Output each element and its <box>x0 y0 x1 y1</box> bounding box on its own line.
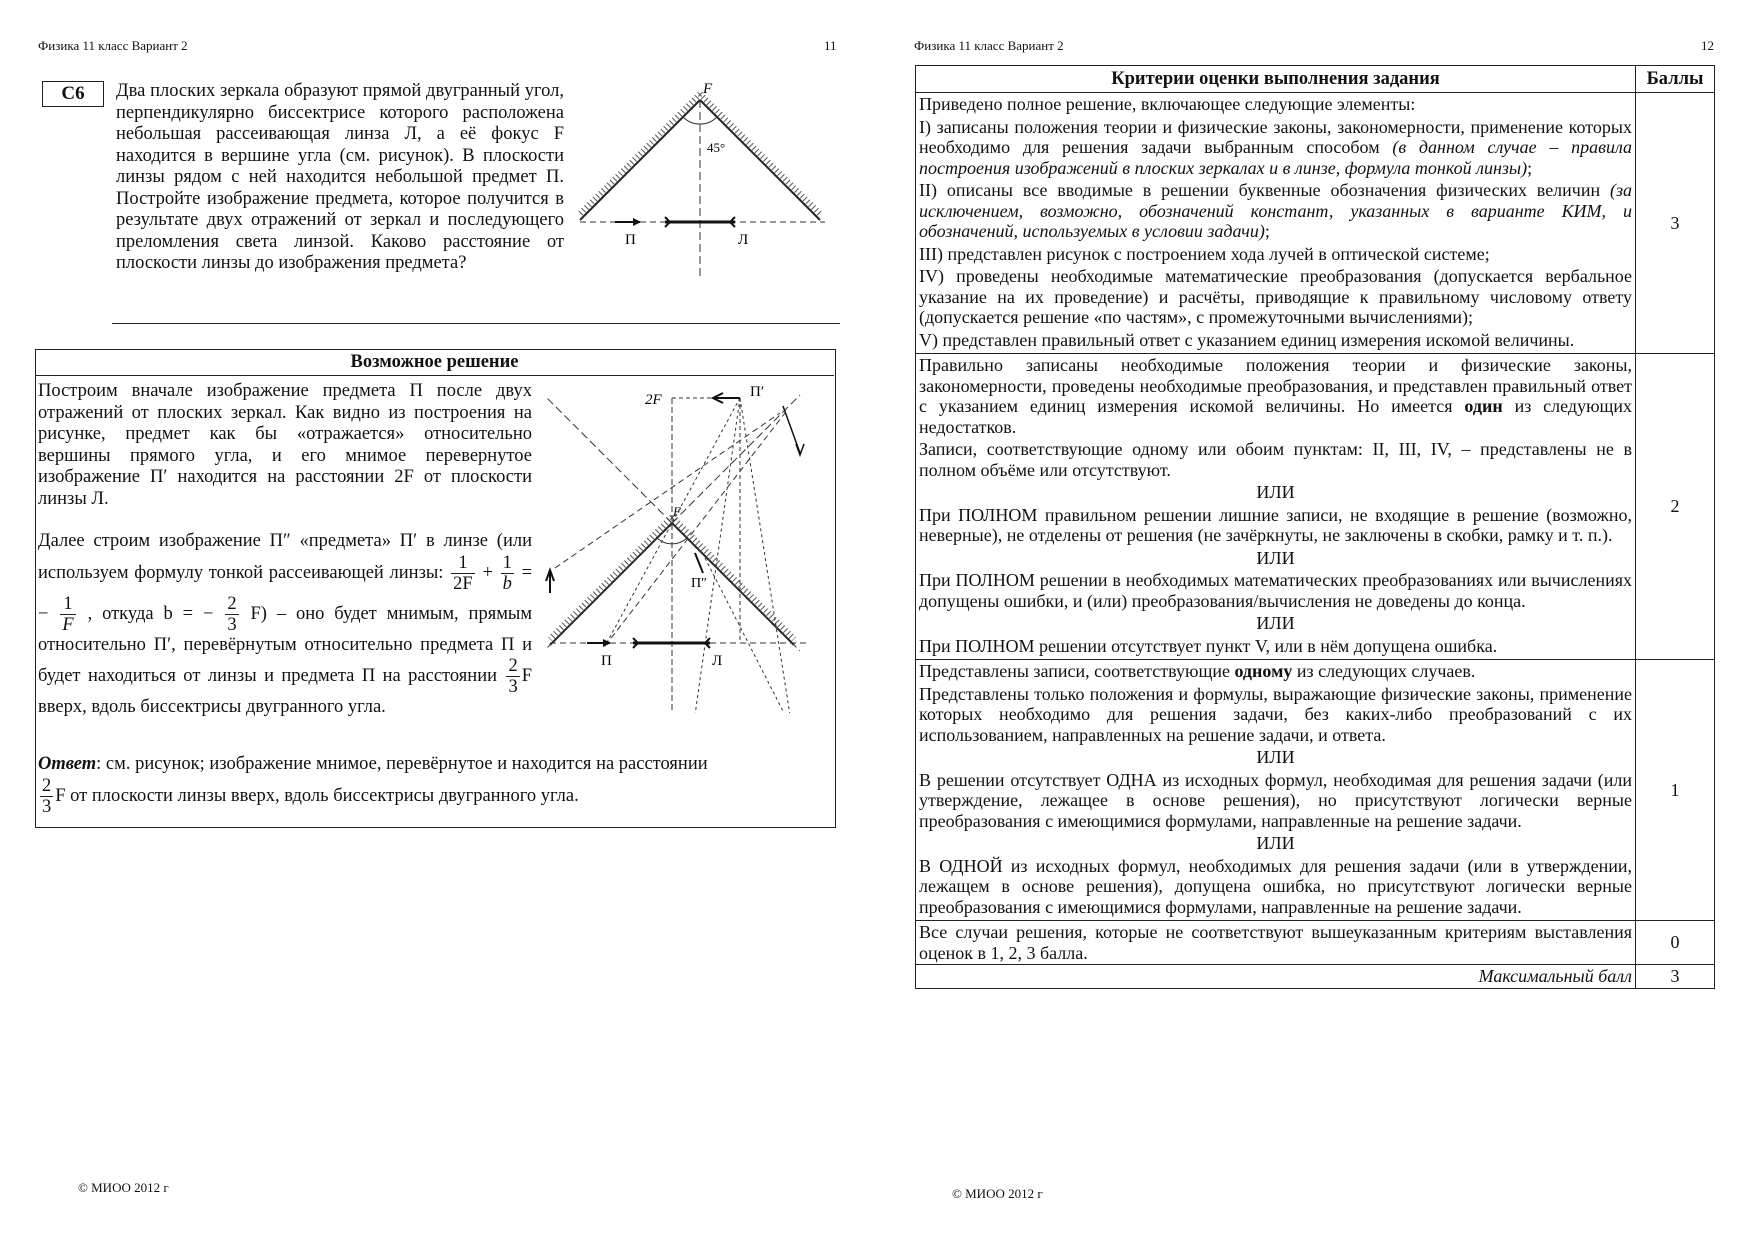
frac-1-over-b: $\frac{1}{b}$ <box>502 552 512 594</box>
mirror-right <box>700 94 820 220</box>
page-number-right: 12 <box>1701 38 1714 53</box>
table-row <box>916 965 1715 989</box>
solution-paragraph-2: Далее строим изображение П″ «предмета» П′ в линзе (или используем формулу тонкой рассеивающей линзы: $\frac{1}{2F}$ + $\frac{1}{b}$ = − $\frac{1}{F}$ , откуда b = − $\frac{2}{3}$ F) – оно будет мнимым, прямым относительно П′, перевёрнутым относительно предмета П и будет находиться от линзы и предмета П на расстоянии $\frac{2}{3}$ F вверх, вдоль биссектрисы двугранного угла. <box>38 531 533 717</box>
task-text: Два плоских зеркала образуют прямой двугранный угол, перпендикулярно биссектрисе которого расположена небольшая рассеивающая линза Л, а её фокус F находится в вершине угла (см. рисунок). В плоскости линзы рядом с ней находится небольшой предмет П. Постройте изображение предмета, которое получится в результате двух отражений от зеркал и последующего преломления света линзой. Каково расстояние от плоскости линзы до изображения предмета? <box>116 81 564 273</box>
answer-label: Ответ <box>38 754 97 774</box>
criteria-table <box>915 65 1715 989</box>
frac-1-over-f: $\frac{1}{F}$ <box>62 593 74 635</box>
criteria-header: Критерии оценки выполнения задания <box>916 66 1636 93</box>
table-row <box>916 93 1715 354</box>
task-label: C6 <box>42 81 104 107</box>
label-2f: 2F <box>645 392 662 408</box>
page-header-left: Физика 11 класс Вариант 2 <box>38 38 188 53</box>
section-divider <box>112 323 840 324</box>
answer-block <box>38 754 832 817</box>
solution-paragraph-1: Построим вначале изображение предмета П после двух отражений от плоских зеркал. Как видно из построения на рисунке, предмет как бы «отражается» относительно вершины прямого угла, и его мнимое перевернутое изображение П′ находится на расстоянии 2F от плоскости линзы Л. <box>38 381 532 509</box>
table-row <box>916 921 1715 965</box>
criteria-cell-0: Все случаи решения, которые не соответствуют вышеуказанным критериям выставления оценок в 1, 2, 3 балла. <box>916 921 1636 965</box>
label-p-prime: П′ <box>750 384 765 400</box>
criteria-cell-1: Представлены записи, соответствующие одному из следующих случаев. Представлены только положения и формулы, выражающие физические законы, применение которых необходимо для решения задачи, без каких-либо преобразований с их использованием, направленных на решение задачи, и ответа. ИЛИ В решении отсутствует ОДНА из исходных формул, необходимая для решения задачи (или утверждение, лежащее в основе решения), но присутствуют логически верные преобразования с имеющимися формулами, направленные на решение задачи. ИЛИ В ОДНОЙ из исходных формул, необходимых для решения задачи (или в утверждении, лежащем в основе решения), допущена ошибка, но присутствуют логически верные преобразования с имеющимися формулами, направленные на решение задачи. <box>916 660 1636 921</box>
page-header-right: Физика 11 класс Вариант 2 <box>914 38 1064 53</box>
focus-label: F <box>703 81 713 97</box>
lens-label: Л <box>738 232 749 248</box>
max-score-value: 3 <box>1636 965 1715 989</box>
answer-text-2: F от плоскости линзы вверх, вдоль биссектрисы двугранного угла. <box>55 785 579 806</box>
score-cell-2: 2 <box>1636 354 1715 660</box>
label-focus: F <box>673 504 681 519</box>
score-cell-1: 1 <box>1636 660 1715 921</box>
ray-diagram <box>545 378 830 713</box>
footer-right: © МИОО 2012 г <box>952 1186 1043 1201</box>
answer-frac: $\frac{2}{3}$ <box>42 775 52 817</box>
object-label: П <box>625 232 636 248</box>
criteria-cell-3: Приведено полное решение, включающее следующие элементы: I) записаны положения теории и физические законы, закономерности, применение которых необходимо для решения задачи выбранным способом (в данном случае – правила построения изображений в плоских зеркалах и в линзе, формула тонкой линзы); II) описаны все вводимые в решении буквенные обозначения физических величин (за исключением, возможно, обозначений констант, указанных в варианте КИМ, и обозначений, используемых в условии задачи); III) представлен рисунок с построением хода лучей в оптической системе; IV) проведены необходимые математические преобразования (допускается вербальное указание на их проведение) и расчёты, приводящие к правильному числовому ответу (допускается решение «по частям», с промежуточными вычислениями); V) представлен правильный ответ с указанием единиц измерения искомой величины. <box>916 93 1636 354</box>
label-p-double-prime: П″ <box>691 576 707 591</box>
criteria-cell-2: Правильно записаны необходимые положения теории и физические законы, закономерности, проведены необходимые преобразования, и представлен правильный ответ с указанием единиц измерения искомой величины. Но имеется один из следующих недостатков. Записи, соответствующие одному или обоим пунктам: II, III, IV, – представлены не в полном объёме или отсутствуют. ИЛИ При ПОЛНОМ правильном решении лишние записи, не входящие в решение (возможно, неверные), не отделены от решения (не зачёркнуты, не заключены в скобки, рамку и т. п.). ИЛИ При ПОЛНОМ решении в необходимых математических преобразованиях или вычислениях допущены ошибки, и (или) преобразования/вычисления не доведены до конца. ИЛИ При ПОЛНОМ решении отсутствует пункт V, или в нём допущена ошибка. <box>916 354 1636 660</box>
table-row <box>916 354 1715 660</box>
frac-2-over-3: $\frac{2}{3}$ <box>227 593 237 635</box>
lens-label: Л <box>712 653 723 669</box>
page-number: 11 <box>824 38 837 53</box>
solution-p2-middle: мнимым, прямым относительно П′, перевёрнутым относительно предмета П и будет находиться от <box>38 603 533 686</box>
score-header: Баллы <box>1636 66 1715 93</box>
angle-label: 45° <box>707 140 726 155</box>
max-score-label: Максимальный балл <box>916 965 1636 989</box>
object-label: П <box>601 653 612 669</box>
table-row <box>916 660 1715 921</box>
mirror-left <box>550 517 672 645</box>
footer-left: © МИОО 2012 г <box>78 1180 169 1195</box>
frac-1-over-2f: $\frac{1}{2F}$ <box>453 552 473 594</box>
solution-title: Возможное решение <box>35 349 834 376</box>
score-cell-3: 3 <box>1636 93 1715 354</box>
mirror-diagram <box>575 78 830 278</box>
frac-2-over-3-b: $\frac{2}{3}$ <box>508 656 518 697</box>
solution-p2-end: биссектрисы двугранного угла. <box>140 697 386 717</box>
score-cell-0: 0 <box>1636 921 1715 965</box>
answer-text-1: : см. рисунок; изображение мнимое, перевёрнутое и находится на расстоянии <box>96 754 708 774</box>
mirror-left <box>580 94 700 220</box>
solution-p2-distance: линзы и предмета П на расстоянии <box>207 665 498 686</box>
solution-p2-start: Далее строим изображение П″ «предмета» П′ в линзе (или используем формулу тонкой рассеивающей линзы: <box>38 531 532 583</box>
